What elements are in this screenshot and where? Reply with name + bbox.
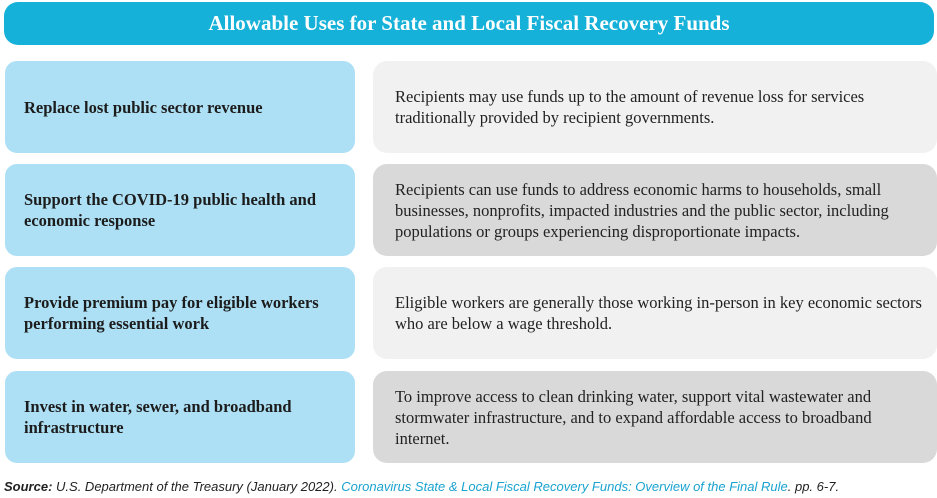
use-description-text: Eligible workers are generally those working in-person in key economic sectors who are below a wage threshold. (395, 293, 922, 333)
table-row (0, 164, 937, 256)
use-description-box (373, 61, 937, 153)
use-description-box (373, 164, 937, 256)
use-category-label: Invest in water, sewer, and broadband infrastructure (24, 397, 292, 437)
use-category-box (5, 164, 355, 256)
use-category-box (5, 371, 355, 463)
use-description-text: To improve access to clean drinking water, support vital wastewater and stormwater infrastructure, and to expand affordable access to broadband internet. (395, 386, 872, 448)
source-label: Source: (4, 479, 53, 494)
use-category-label: Provide premium pay for eligible workers performing essential work (24, 293, 319, 333)
source-pages: . pp. 6-7. (787, 479, 840, 494)
use-category-box (5, 267, 355, 359)
source-author: U.S. Department of the Treasury (January 2022). (56, 479, 338, 494)
use-description-box (373, 371, 937, 463)
table-row (0, 371, 937, 463)
use-description-box (373, 267, 937, 359)
use-category-box (5, 61, 355, 153)
table-row (0, 61, 937, 153)
use-description-text: Recipients can use funds to address economic harms to households, small businesses, nonprofits, impacted industries and the public sector, including populations or groups experiencing disproportionate impacts. (395, 179, 889, 241)
table-row (0, 267, 937, 359)
title-banner (4, 2, 934, 45)
use-category-label: Support the COVID-19 public health and economic response (24, 190, 317, 230)
source-citation (4, 479, 839, 494)
use-description-text: Recipients may use funds up to the amount of revenue loss for services traditionally provided by recipient governments. (395, 87, 865, 127)
page-title: Allowable Uses for State and Local Fiscal Recovery Funds (208, 11, 730, 35)
use-category-label: Replace lost public sector revenue (24, 97, 263, 117)
source-title-link[interactable]: Coronavirus State & Local Fiscal Recovery Funds: Overview of the Final Rule (341, 479, 788, 494)
